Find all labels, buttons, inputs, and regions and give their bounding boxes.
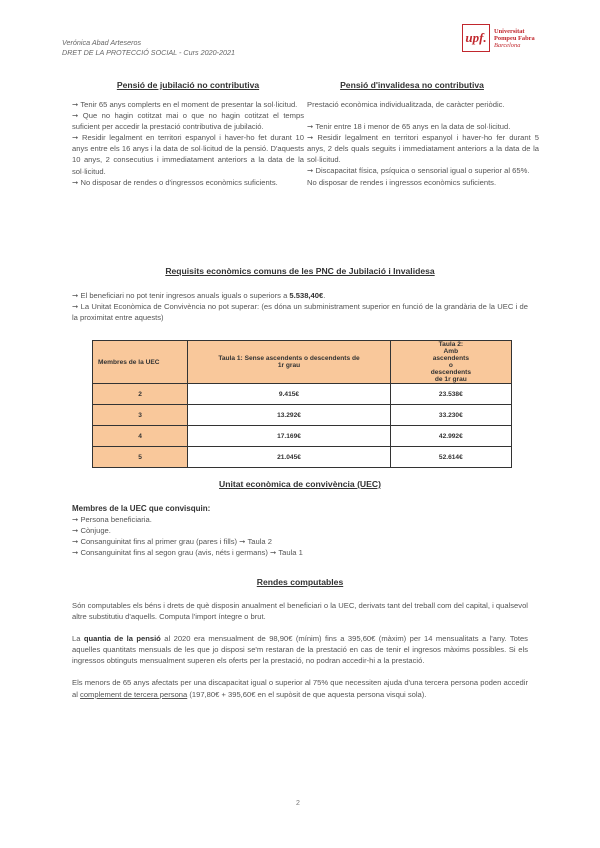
uec-item: ➞ Consanguinitat fins al segon grau (avis, néts i germans) ➞ Taula 1: [72, 548, 303, 558]
taula1-cell: 21.045€: [188, 447, 390, 468]
header-table-2: Taula 2: Amb ascendents o descendents de 1r grau: [390, 341, 511, 384]
requisits-line-2: ➞ La Unitat Econòmica de Convivència no pot superar: (es dóna un subministrament superior en funció de la grandària de la UEC i de la proximitat entre aquests): [72, 302, 528, 323]
table-row: [93, 426, 512, 447]
left-item: ➞ Tenir 65 anys complerts en el moment de presentar la sol·licitud.: [72, 100, 298, 109]
pension-amount-label: quantia de la pensió: [83, 634, 161, 644]
logo-line-2: Pompeu Fabra: [494, 34, 535, 42]
left-item: ➞ No disposar de rendes o d'ingressos econòmics suficients.: [72, 177, 278, 187]
rendes-section: [72, 600, 528, 700]
rendes-title: Rendes computables: [256, 577, 344, 587]
taula2-cell: 23.538€: [390, 384, 511, 405]
uec-item: ➞ Cònjuge.: [72, 526, 111, 536]
table-row: [93, 405, 512, 426]
header-members: Membres de la UEC: [93, 341, 188, 384]
requisits-line-1: ➞ El beneficiari no pot tenir ingresos anuals iguals o superiors a 5.538,40€.: [72, 291, 326, 300]
table-header-row: [93, 341, 512, 384]
rendes-paragraph-3: Els menors de 65 anys afectats per una discapacitat igual o superior al 75% que necessiten ajuda d'una tercera persona poden accedir al complement de tercera persona (197,80€ + 395,60€ en el supòsit de que aquesta persona visqui sola).: [72, 678, 528, 699]
members-cell: 3: [93, 405, 188, 426]
income-threshold: 5.538,40€: [289, 291, 324, 300]
taula1-cell: 17.169€: [188, 426, 390, 447]
taula2-cell: 42.992€: [390, 426, 511, 447]
members-cell: 4: [93, 426, 188, 447]
members-cell: 2: [93, 384, 188, 405]
members-cell: 5: [93, 447, 188, 468]
uec-item: ➞ Consanguinitat fins al primer grau (pares i fills) ➞ Taula 2: [72, 537, 272, 547]
left-column: [72, 99, 304, 188]
upf-logo-text: [494, 28, 535, 49]
requisits-section: [72, 290, 528, 323]
logo-line-3: Barcelona: [494, 41, 521, 49]
right-column: [307, 99, 539, 188]
upf-logo-mark: upf.: [462, 24, 490, 52]
uec-income-table: [92, 340, 512, 468]
rendes-paragraph-2: La quantia de la pensió al 2020 era mensualment de 98,90€ (mínim) fins a 395,60€ (màxim) per 14 mensualitats a l'any. Totes aquelles quantitats mensuals de les que jo disposi se'm restaran de la prestació en cas de tenir el ingresos màxims possibles. Si els ingressos obtinguts mensualment superen els oferts per la prestació, no podran accedir-hi a la prestació.: [72, 634, 528, 666]
uec-subtitle: Membres de la UEC que convisquin:: [72, 504, 211, 513]
right-item: ➞ Residir legalment en territori espanyol i haver-ho fer durant 5 anys, 2 dels quals seguits i immediatament anteriors a la data de la sol·licitud.: [307, 133, 539, 165]
left-column-title: Pensió de jubilació no contributiva: [116, 80, 260, 90]
right-item: ➞ Discapacitat física, psíquica o sensorial igual o superior al 65%.: [307, 166, 530, 176]
table-row: [93, 384, 512, 405]
taula1-cell: 9.415€: [188, 384, 390, 405]
left-item: ➞ Residir legalment en territori espanyol i haver-ho fet durant 10 anys entre els 16 anys i la data de sol·licitud de la pensió. D'aquests 10 anys, 2 consecutius i immediatament anteriors a la data de la sol·licitud.: [72, 133, 304, 176]
right-item: ➞ Tenir entre 18 i menor de 65 anys en la data de sol·licitud.: [307, 122, 511, 132]
right-item: No disposar de rendes i ingressos econòmics suficients.: [307, 177, 497, 187]
requisits-title: Requisits econòmics comuns de les PNC de Jubilació i Invalidesa: [165, 266, 435, 276]
third-person-complement-link[interactable]: complement de tercera persona: [80, 689, 188, 699]
right-intro: Prestació econòmica individualitzada, de caràcter periòdic.: [307, 100, 505, 109]
uec-item: ➞ Persona beneficiaria.: [72, 515, 152, 525]
uec-section: [72, 503, 528, 558]
logo-line-1: Universitat: [494, 27, 525, 35]
right-column-title: Pensió d'invalidesa no contributiva: [340, 80, 484, 90]
taula1-cell: 13.292€: [188, 405, 390, 426]
taula2-cell: 33.230€: [390, 405, 511, 426]
document-header: [62, 38, 235, 58]
header-table-1: Taula 1: Sense ascendents o descendents de 1r grau: [188, 341, 390, 384]
rendes-paragraph-1: Són computables els béns i drets de què disposin anualment el beneficiari o la UEC, derivats tant del treball com del capital, i qualsevol altre substitutiu d'aquells. Computa l'import íntegre o brut.: [72, 601, 528, 622]
author-name: Verónica Abad Arteseros: [62, 38, 142, 47]
left-item: ➞ Que no hagin cotitzat mai o que no hagin cotitzat el temps suficient per accedir la prestació contributiva de jubilació.: [72, 111, 304, 132]
course-name: DRET DE LA PROTECCIÓ SOCIAL - Curs 2020-2021: [62, 48, 235, 57]
upf-logo: [462, 24, 535, 52]
table-row: [93, 447, 512, 468]
uec-title: Unitat econòmica de convivència (UEC): [219, 479, 381, 489]
page-number: 2: [296, 800, 300, 807]
taula2-cell: 52.614€: [390, 447, 511, 468]
